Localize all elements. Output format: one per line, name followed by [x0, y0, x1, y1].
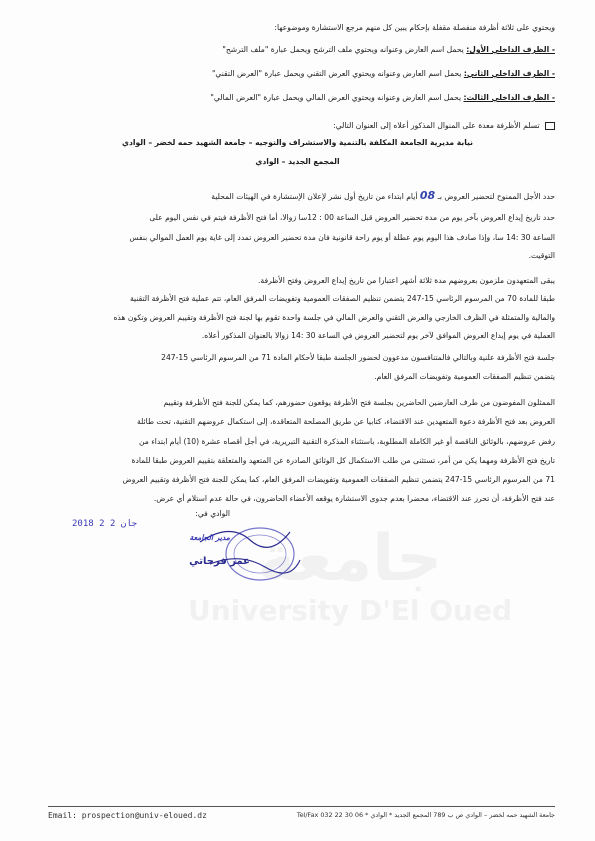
- envelope-1-label: - الظرف الداخلي الأول:: [466, 45, 555, 54]
- reps-line-6: عند فتح الأظرفة، أن تحرر عند الاقتضاء، محضرا بعدم جدوى الاستشارة يوقعه الأعضاء الحاضرون، في حالة عدم استلام أي عرض.: [153, 494, 555, 503]
- deposit-line-3: التوقيت.: [528, 251, 555, 260]
- delivery-text: تسلم الأظرفة معدة على المنوال المذكور أعلاه إلى العنوان التالي:: [333, 121, 540, 130]
- deposit-line-2: الساعة 30 :14 سا، وإذا صادف هذا اليوم يوم عطلة أو يوم راحة قانونية فان مدة تحضير العروض تمدد إلى غاية يوم العمل الموالي بنفس: [129, 233, 555, 242]
- deadline-days: 08: [419, 190, 436, 202]
- session-line-2: يتضمن تنظيم الصفقات العمومية وتفويضات المرفق العام.: [374, 372, 555, 381]
- envelope-2-text: يحمل اسم العارض وعنوانه ويحتوي العرض التقني ويحمل عبارة "العرض التقني": [211, 69, 462, 78]
- envelope-2-label: - الظرف الداخلي الثاني:: [463, 69, 555, 78]
- envelope-3-label: - الظرف الداخلي الثالث:: [463, 93, 555, 102]
- session-line-1: جلسة فتح الأظرفة علنية وبالتالي فالمتنافسون مدعوون لحضور الجلسة طبقا لأحكام المادة 71 من المرسوم الرئاسي 15-247: [161, 353, 555, 362]
- intro-line: ويحتوي على ثلاثة أظرفة منفصلة مقفلة بإحكام يبين كل منهم مرجع الاستشارة وموضوعها:: [274, 23, 555, 32]
- deadline-post: أيام ابتداء من تاريخ أول نشر لإعلان الإستشارة في الهيئات المحلية: [211, 192, 418, 201]
- signer-name: عمر فرحاتي: [189, 556, 250, 567]
- footer-address: جامعة الشهيد حمه لخضر – الوادي ص ب 789 المجمع الجديد * الوادي * Tel/Fax 032 22 30 06: [296, 811, 555, 819]
- deadline-line: [40, 190, 555, 202]
- envelope-1: [40, 44, 555, 55]
- signer-title: مدير الجامعة: [189, 533, 230, 542]
- deadline-pre: حدد الأجل الممنوح لتحضير العروض بـ: [437, 192, 555, 201]
- decree-line-1: طبقا للمادة 70 من المرسوم الرئاسي 15-247 يتضمن تنظيم الصفقات العمومية وتفويضات المرفق العام، تتم عملية فتح الأظرفة التقنية: [129, 294, 555, 303]
- reps-line-5: 71 من المرسوم الرئاسي 15-247 يتضمن تنظيم الصفقات العمومية وتفويضات المرفق العام، كما يمكن للجنة فتح الأظرفة وتقييم العروض: [122, 475, 555, 484]
- svg-text:University D'El Oued: University D'El Oued: [187, 594, 513, 627]
- envelope-2: [40, 68, 555, 79]
- svg-text:جامعة: جامعة: [257, 522, 443, 596]
- official-stamp: [140, 512, 305, 582]
- reps-line-1: الممثلون المفوضون من طرف العارضين الحاضرين بجلسة فتح الأظرفة يوقعون حضورهم، كما يمكن للجنة فتح الأظرفة وتقييم: [163, 398, 555, 407]
- address-line-1: نيابة مديرية الجامعة المكلفة بالتنمية والاستشراف والتوجيه – جامعة الشهيد حمه لخضر – الوادي: [122, 138, 473, 147]
- envelope-1-text: يحمل اسم العارض وعنوانه ويحتوي ملف الترشح ويحمل عبارة "ملف الترشح": [222, 45, 464, 54]
- envelope-3: [40, 92, 555, 103]
- deposit-line-1: حدد تاريخ إيداع العروض بآخر يوم من مدة تحضير العروض قبل الساعة 00 : 12سا زوالا، أما فتح الأظرفة فيتم في نفس اليوم على: [149, 213, 555, 222]
- address-line-2: المجمع الجديد – الوادي: [255, 157, 340, 166]
- envelope-3-text: يحمل اسم العارض وعنوانه ويحتوي العرض المالي ويحمل عبارة "العرض المالي": [210, 93, 462, 102]
- reps-line-3: رفض عروضهم، بالوثائق الناقصة أو غير الكاملة المطلوبة، باستثناء المذكرة التقنية التبريرية، في أجل أقصاه عشرة (10) أيام ابتداء من: [138, 437, 555, 446]
- envelope-icon: [545, 122, 555, 130]
- footer-email: Email: prospection@univ-eloued.dz: [48, 811, 207, 820]
- footer-divider: [48, 806, 555, 807]
- reps-line-2: العروض بعد فتح الأظرفة دعوة المتعهدين عند الاقتضاء، كتابيا عن طريق المصلحة المتعاقدة، إلى استكمال عروضهم التقنية، تحت طائلة: [136, 417, 555, 426]
- decree-line-3: العملية في يوم إيداع العروض الموافق لآخر يوم لتحضير العروض في الساعة 30 :14 زوالا بالعنوان المذكور أعلاه.: [201, 331, 555, 340]
- reps-line-4: تاريخ فتح الأظرفة ومهما يكن من أمر، تستثنى من طلب الاستكمال كل الوثائق الصادرة عن المتعهد والمتعلقة بتقييم العروض طبقا للمادة: [131, 456, 555, 465]
- decree-line-2: والمالية والمتمثلة في الظرف الخارجي والعرض التقني والعرض المالي في جلسة واحدة تقوم بها لجنة فتح الأظرفة وتقييم العروض وتكون هذه: [113, 313, 555, 322]
- date-stamp: 2018 جان 2 2: [72, 519, 138, 529]
- commitment-line: يبقى المتعهدون ملزمون بعروضهم مدة ثلاثة أشهر اعتبارا من تاريخ إيداع العروض وفتح الأظرفة.: [258, 276, 555, 285]
- delivery-line: [40, 120, 555, 131]
- place-date-label: الوادي في:: [195, 509, 230, 518]
